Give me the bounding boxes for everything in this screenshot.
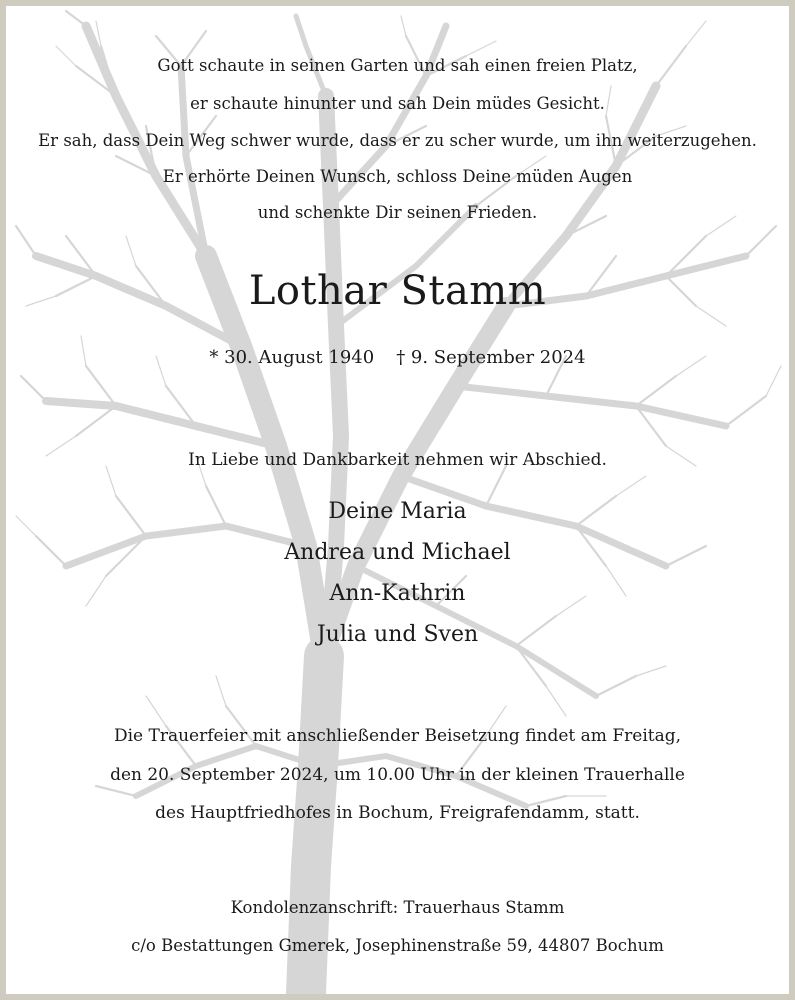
farewell-text: In Liebe und Dankbarkeit nehmen wir Abschied. xyxy=(188,450,607,470)
poem-line-3: Er sah, dass Dein Weg schwer wurde, dass er zu scher wurde, um ihn weiterzugehen. xyxy=(38,131,757,150)
ceremony-line-1: Die Trauerfeier mit anschließender Beisetzung findet am Freitag, xyxy=(113,726,682,746)
ceremony-line-2: den 20. September 2024, um 10.00 Uhr in der kleinen Trauerhalle xyxy=(110,765,685,785)
deceased-name: Lothar Stamm xyxy=(248,268,547,314)
mourner-3: Ann-Kathrin xyxy=(329,581,466,606)
poem-line-5: und schenkte Dir seinen Frieden. xyxy=(257,203,538,222)
notice-content xyxy=(6,6,789,994)
poem-line-4: Er erhörte Deinen Wunsch, schloss Deine müden Augen xyxy=(162,167,633,186)
mourner-2: Andrea und Michael xyxy=(284,540,511,565)
ceremony-line-3: des Hauptfriedhofes in Bochum, Freigrafendamm, statt. xyxy=(155,803,640,823)
life-dates xyxy=(6,347,789,368)
mourner-4: Julia und Sven xyxy=(316,622,479,647)
birth-date: * 30. August 1940 xyxy=(209,347,375,368)
death-date: † 9. September 2024 xyxy=(396,347,586,368)
mourner-1: Deine Maria xyxy=(328,499,467,524)
poem-line-2: er schaute hinunter und sah Dein müdes Gesicht. xyxy=(190,94,605,113)
condolence-line-1: Kondolenzanschrift: Trauerhaus Stamm xyxy=(230,898,565,917)
condolence-line-2: c/o Bestattungen Gmerek, Josephinenstraße 59, 44807 Bochum xyxy=(131,936,664,955)
poem-line-1: Gott schaute in seinen Garten und sah einen freien Platz, xyxy=(157,56,638,75)
